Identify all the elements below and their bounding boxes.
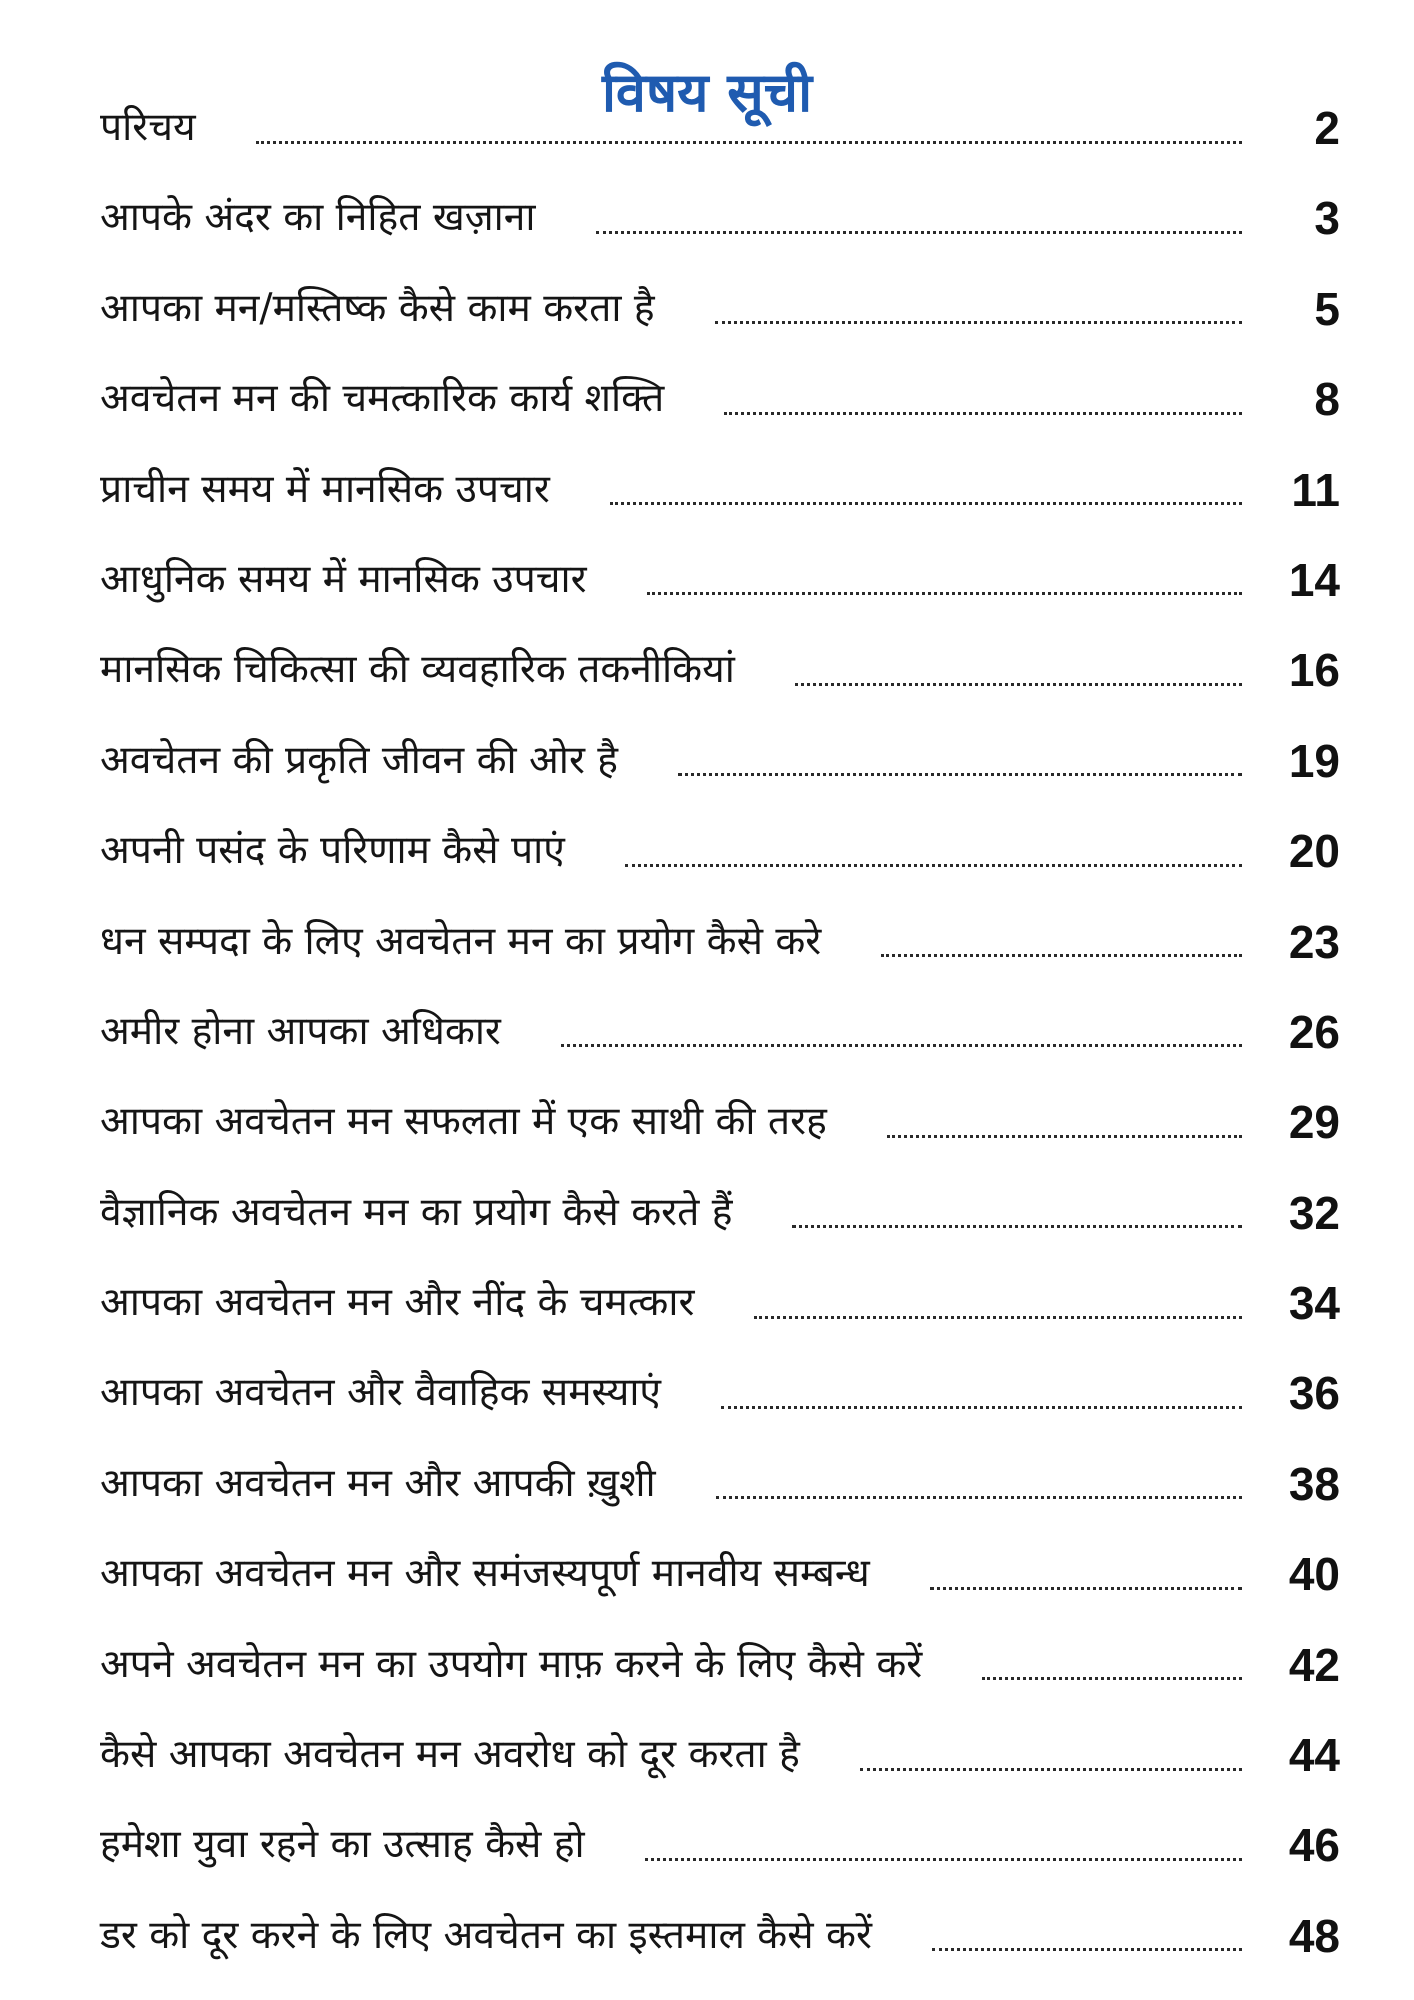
entry-title: आधुनिक समय में मानसिक उपचार xyxy=(100,556,587,602)
page-number: 34 xyxy=(1288,1277,1340,1330)
page-number: 8 xyxy=(1314,373,1340,426)
entry-title: वैज्ञानिक अवचेतन मन का प्रयोग कैसे करते हैं xyxy=(100,1189,733,1235)
toc-entry xyxy=(100,273,1340,345)
page-number: 46 xyxy=(1288,1819,1340,1872)
entry-title: आपका अवचेतन मन और नींद के चमत्कार xyxy=(100,1280,695,1326)
page-number: 14 xyxy=(1288,553,1340,606)
page-number: 16 xyxy=(1288,644,1340,697)
entry-title: कैसे आपका अवचेतन मन अवरोध को दूर करता है xyxy=(100,1732,800,1778)
toc-entry xyxy=(100,1900,1340,1972)
dot-leader xyxy=(792,1225,1242,1228)
entry-title: आपका अवचेतन मन और समंजस्यपूर्ण मानवीय सम्बन्ध xyxy=(100,1551,870,1597)
toc-entry xyxy=(100,996,1340,1068)
toc-entry xyxy=(100,92,1340,164)
toc-entry xyxy=(100,544,1340,616)
page-number: 19 xyxy=(1288,734,1340,787)
entry-title: अवचेतन मन की चमत्कारिक कार्य शक्ति xyxy=(100,376,665,422)
page-number: 29 xyxy=(1288,1096,1340,1149)
toc-entry xyxy=(100,1629,1340,1701)
entry-title: मानसिक चिकित्सा की व्यवहारिक तकनीकियां xyxy=(100,647,735,693)
toc-entry xyxy=(100,1086,1340,1158)
entry-title: परिचय xyxy=(100,105,196,150)
dot-leader xyxy=(930,1587,1242,1590)
page-number: 42 xyxy=(1288,1638,1340,1691)
entry-title: अपने अवचेतन मन का उपयोग माफ़ करने के लिए कैसे करें xyxy=(100,1641,923,1687)
page-number: 3 xyxy=(1314,192,1340,245)
table-of-contents xyxy=(100,92,1340,1972)
entry-title: अवचेतन की प्रकृति जीवन की ओर है xyxy=(100,737,619,783)
toc-entry xyxy=(100,815,1340,887)
dot-leader xyxy=(887,1135,1242,1138)
dot-leader xyxy=(645,1858,1242,1861)
entry-title: आपका मन/मस्तिष्क कैसे काम करता है xyxy=(100,285,655,331)
page-number: 20 xyxy=(1288,825,1340,878)
toc-entry xyxy=(100,1719,1340,1791)
toc-entry xyxy=(100,906,1340,978)
toc-entry xyxy=(100,1267,1340,1339)
dot-leader xyxy=(860,1768,1242,1771)
dot-leader xyxy=(716,1496,1242,1499)
entry-title: आपका अवचेतन मन सफलता में एक साथी की तरह xyxy=(100,1099,827,1145)
page-number: 38 xyxy=(1288,1457,1340,1510)
dot-leader xyxy=(561,1044,1242,1047)
toc-entry xyxy=(100,634,1340,706)
page-number: 23 xyxy=(1288,915,1340,968)
entry-title: हमेशा युवा रहने का उत्साह कैसे हो xyxy=(100,1822,585,1868)
dot-leader xyxy=(596,231,1242,234)
toc-entry xyxy=(100,725,1340,797)
page-number: 48 xyxy=(1288,1909,1340,1962)
dot-leader xyxy=(982,1677,1242,1680)
dot-leader xyxy=(715,321,1242,324)
toc-entry xyxy=(100,1357,1340,1429)
dot-leader xyxy=(256,141,1242,144)
entry-title: अमीर होना आपका अधिकार xyxy=(100,1008,501,1054)
page-number: 36 xyxy=(1288,1367,1340,1420)
toc-entry xyxy=(100,363,1340,435)
dot-leader xyxy=(721,1406,1242,1409)
toc-entry xyxy=(100,1448,1340,1520)
toc-entry xyxy=(100,454,1340,526)
entry-title: अपनी पसंद के परिणाम कैसे पाएं xyxy=(100,828,565,874)
entry-title: डर को दूर करने के लिए अवचेतन का इस्तमाल कैसे करें xyxy=(100,1912,872,1958)
entry-title: प्राचीन समय में मानसिक उपचार xyxy=(100,466,550,512)
page-number: 11 xyxy=(1291,463,1340,516)
toc-entry xyxy=(100,1809,1340,1881)
dot-leader xyxy=(881,954,1242,957)
page-number: 5 xyxy=(1314,282,1340,335)
dot-leader xyxy=(724,412,1242,415)
toc-entry xyxy=(100,1177,1340,1249)
toc-entry xyxy=(100,182,1340,254)
dot-leader xyxy=(610,502,1242,505)
dot-leader xyxy=(795,683,1242,686)
page-number: 26 xyxy=(1288,1005,1340,1058)
dot-leader xyxy=(932,1948,1242,1951)
entry-title: धन सम्पदा के लिए अवचेतन मन का प्रयोग कैसे करे xyxy=(100,918,822,964)
toc-entry xyxy=(100,1538,1340,1610)
dot-leader xyxy=(625,864,1242,867)
dot-leader xyxy=(754,1316,1242,1319)
page-number: 40 xyxy=(1288,1548,1340,1601)
page-number: 2 xyxy=(1314,102,1340,154)
page-number: 32 xyxy=(1288,1186,1340,1239)
entry-title: आपका अवचेतन और वैवाहिक समस्याएं xyxy=(100,1370,661,1416)
entry-title: आपके अंदर का निहित खज़ाना xyxy=(100,195,536,241)
page-title: विषय सूची xyxy=(601,61,813,125)
page-number: 44 xyxy=(1288,1729,1340,1782)
dot-leader xyxy=(647,592,1242,595)
dot-leader xyxy=(678,773,1242,776)
entry-title: आपका अवचेतन मन और आपकी ख़ुशी xyxy=(100,1460,656,1506)
